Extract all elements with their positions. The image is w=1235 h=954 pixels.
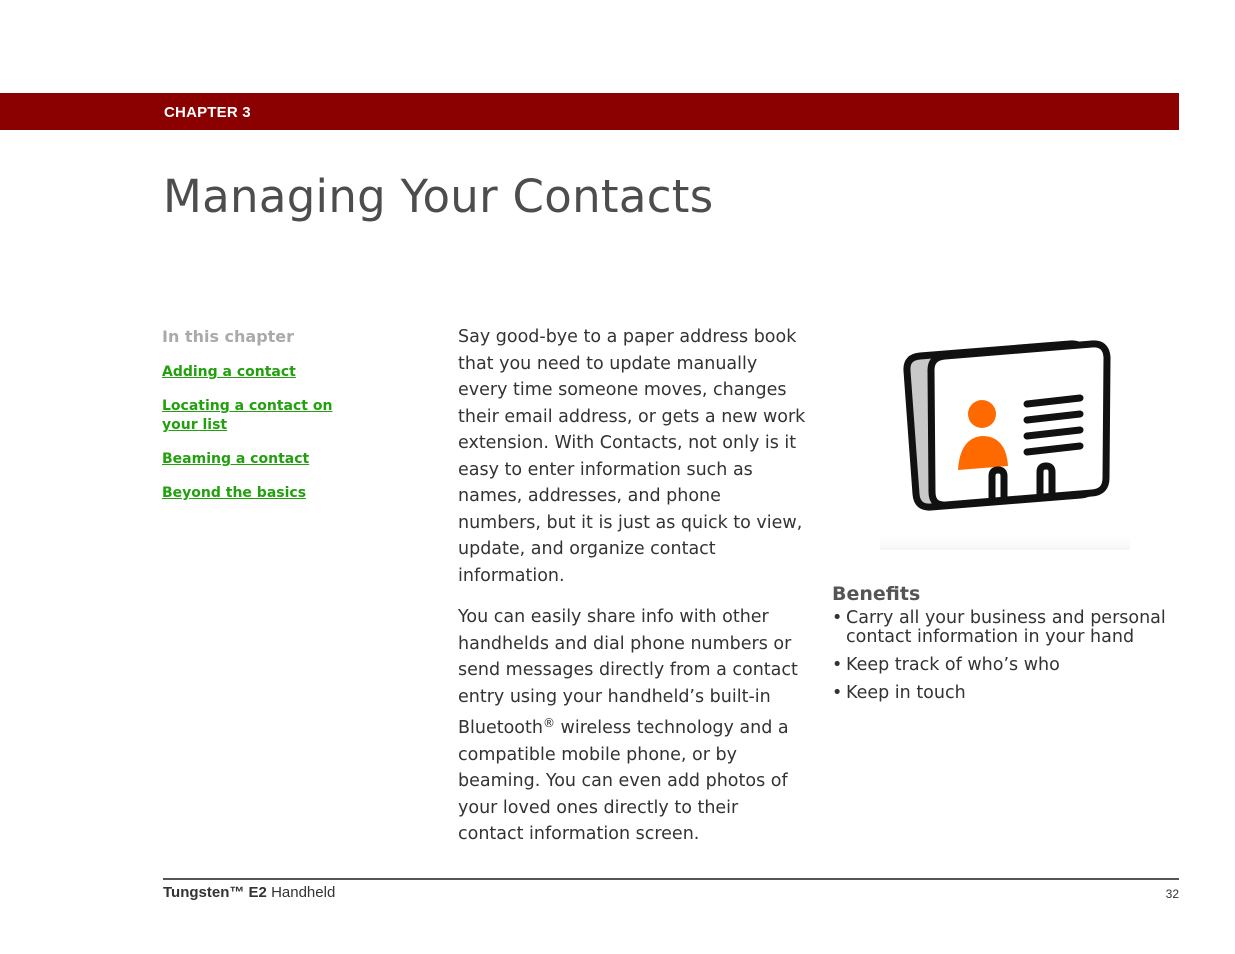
- benefit-item: [832, 609, 1192, 647]
- bullet: •: [832, 683, 843, 703]
- benefit-text: Carry all your business and personal contact information in your hand: [846, 608, 1166, 647]
- toc-link-locating-contact[interactable]: Locating a contact on your list: [162, 398, 333, 433]
- chapter-bar: [0, 93, 1179, 130]
- footer-product-type: Handheld: [266, 884, 336, 901]
- footer-product-name: [163, 884, 335, 901]
- benefits-heading: Benefits: [832, 583, 921, 605]
- benefit-item: [832, 684, 1192, 703]
- chapter-label: CHAPTER 3: [164, 104, 251, 121]
- page-title: Managing Your Contacts: [163, 170, 714, 223]
- toc-link-beaming-contact[interactable]: Beaming a contact: [162, 451, 310, 467]
- toc-link-beyond-basics[interactable]: Beyond the basics: [162, 485, 307, 501]
- footer-divider: [163, 878, 1179, 880]
- paragraph-2-text-end: wireless technology and a compatible mobile phone, or by beaming. You can even add photos of your loved ones directly to their contact information screen.: [458, 718, 789, 844]
- toc-link-adding-contact[interactable]: Adding a contact: [162, 364, 296, 380]
- contacts-illustration: [880, 320, 1130, 550]
- benefit-text: Keep in touch: [846, 683, 966, 703]
- registered-mark: ®: [542, 716, 555, 730]
- benefits-list: [832, 609, 1192, 703]
- intro-text: [458, 324, 808, 863]
- bullet: •: [832, 655, 843, 675]
- intro-paragraph-2: [458, 604, 808, 848]
- contact-card-icon: [880, 320, 1130, 550]
- page-number: 32: [1165, 887, 1179, 901]
- benefit-item: [832, 656, 1192, 675]
- intro-paragraph-1: Say good-bye to a paper address book that you need to update manually every time someone moves, changes their email address, or gets a new work extension. With Contacts, not only is it easy to enter information such as names, addresses, and phone numbers, but it is just as quick to view, update, and organize contact information.: [458, 327, 806, 586]
- benefit-text: Keep track of who’s who: [846, 655, 1060, 675]
- bullet: •: [832, 608, 843, 628]
- benefits-section: [832, 583, 1192, 712]
- chapter-toc: [162, 327, 392, 518]
- footer-product-model: Tungsten™ E2: [163, 884, 267, 901]
- paragraph-2-text-start: You can easily share info with other handhelds and dial phone numbers or send messages directly from a contact entry using your handheld’s built-in Bluetooth: [458, 607, 798, 738]
- toc-heading: In this chapter: [162, 327, 295, 346]
